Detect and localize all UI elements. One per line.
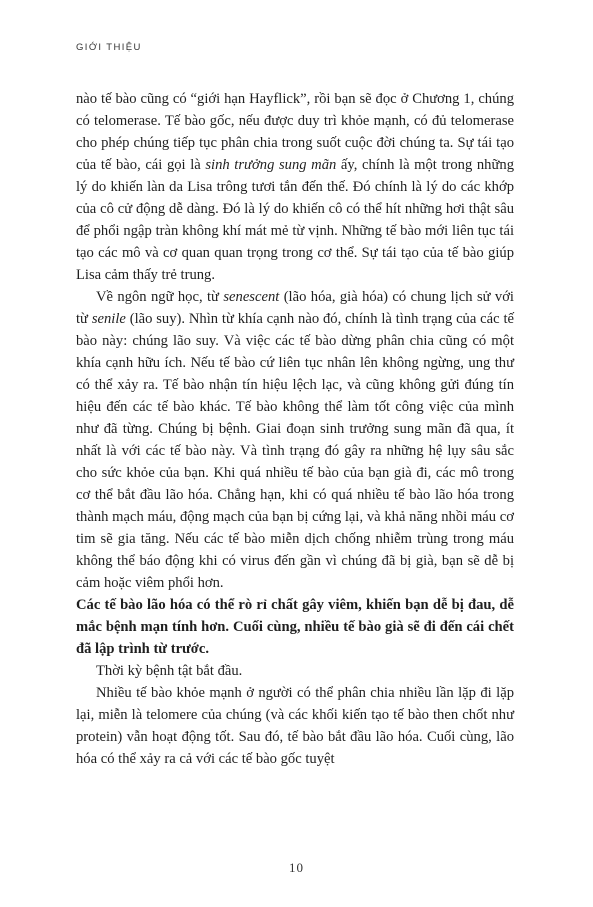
text-run: nào tế bào cũng có “giới hạn Hayflick”, rồi bạn sẽ đọc ở Chương 1, chúng có telomerase. Tế bào gốc, nếu được duy trì khỏe mạnh, có đủ telomerase cho phép chúng tiếp tục phân chia trong suốt cuộc đời chúng ta. Sự tái tạo của tế bào, cái gọi là <box>76 91 514 173</box>
paragraph <box>76 594 514 660</box>
text-run: Về ngôn ngữ học, từ <box>96 289 224 305</box>
text-run: Các tế bào lão hóa có thể rò rỉ chất gây viêm, khiến bạn dễ bị đau, dễ mắc bệnh mạn tính hơn. Cuối cùng, nhiều tế bào già sẽ đi đến cái chết đã lập trình từ trước. <box>76 597 514 657</box>
italic-term: senescent <box>223 289 280 305</box>
page-number: 10 <box>289 860 304 875</box>
paragraph <box>76 286 514 594</box>
text-run: Nhiều tế bào khỏe mạnh ở người có thể phân chia nhiều lần lặp đi lặp lại, miễn là telomere của chúng (và các khối kiến tạo tế bào then chốt như protein) vẫn hoạt động tốt. Sau đó, tế bào bắt đầu lão hóa. Cuối cùng, lão hóa có thể xảy ra cả với các tế bào gốc tuyệt <box>76 685 514 767</box>
paragraph <box>76 682 514 770</box>
text-run: ấy, chính là một trong những lý do khiến làn da Lisa trông tươi tắn đến thế. Đó chính là lý do các khớp của cô cử động dễ dàng. Đó là lý do khiến cô có thể hít những hơi thật sâu để phổi ngập tràn không khí mát mẻ từ vịnh. Những tế bào mới liên tục tái tạo các mô và cơ quan quan trọng trong cơ thể. Sự tái tạo của tế bào giúp Lisa cảm thấy trẻ trung. <box>76 157 514 283</box>
body-text <box>76 88 514 770</box>
italic-term: senile <box>91 311 126 327</box>
paragraph <box>76 88 514 286</box>
italic-term: sinh trưởng sung mãn <box>205 157 337 173</box>
text-run: Thời kỳ bệnh tật bắt đầu. <box>96 663 243 679</box>
paragraph <box>76 660 514 682</box>
running-head: GIỚI THIỆU <box>76 42 142 53</box>
text-run: (lão suy). Nhìn từ khía cạnh nào đó, chính là tình trạng của các tế bào này: chúng lão suy. Và việc các tế bào dừng phân chia cũng có một khía cạnh hữu ích. Nếu tế bào cứ liên tục nhân lên không ngừng, ung thư có thể xảy ra. Tế bào nhận tín hiệu lệch lạc, và cũng không gửi đúng tín hiệu đến các tế bào khác. Tế bào không thể làm tốt công việc của mình như đã từng. Chúng bị bệnh. Giai đoạn sinh trưởng sung mãn đã qua, ít nhất là với các tế bào này. Và tình trạng đó gây ra những hệ lụy sâu sắc cho sức khỏe của bạn. Khi quá nhiều tế bào của bạn già đi, các mô trong cơ thể bắt đầu lão hóa. Chẳng hạn, khi có quá nhiều tế bào lão hóa trong thành mạch máu, động mạch của bạn bị cứng lại, và khả năng nhồi máu cơ tim sẽ gia tăng. Nếu các tế bào miễn dịch chống nhiễm trùng trong máu không thể báo động khi có virus đến gần vì chúng đã bị già, bạn sẽ dễ bị cảm hoặc viêm phổi hơn. <box>76 311 514 591</box>
text-run: (lão hóa, già hóa) có chung lịch sử với từ <box>76 289 514 327</box>
